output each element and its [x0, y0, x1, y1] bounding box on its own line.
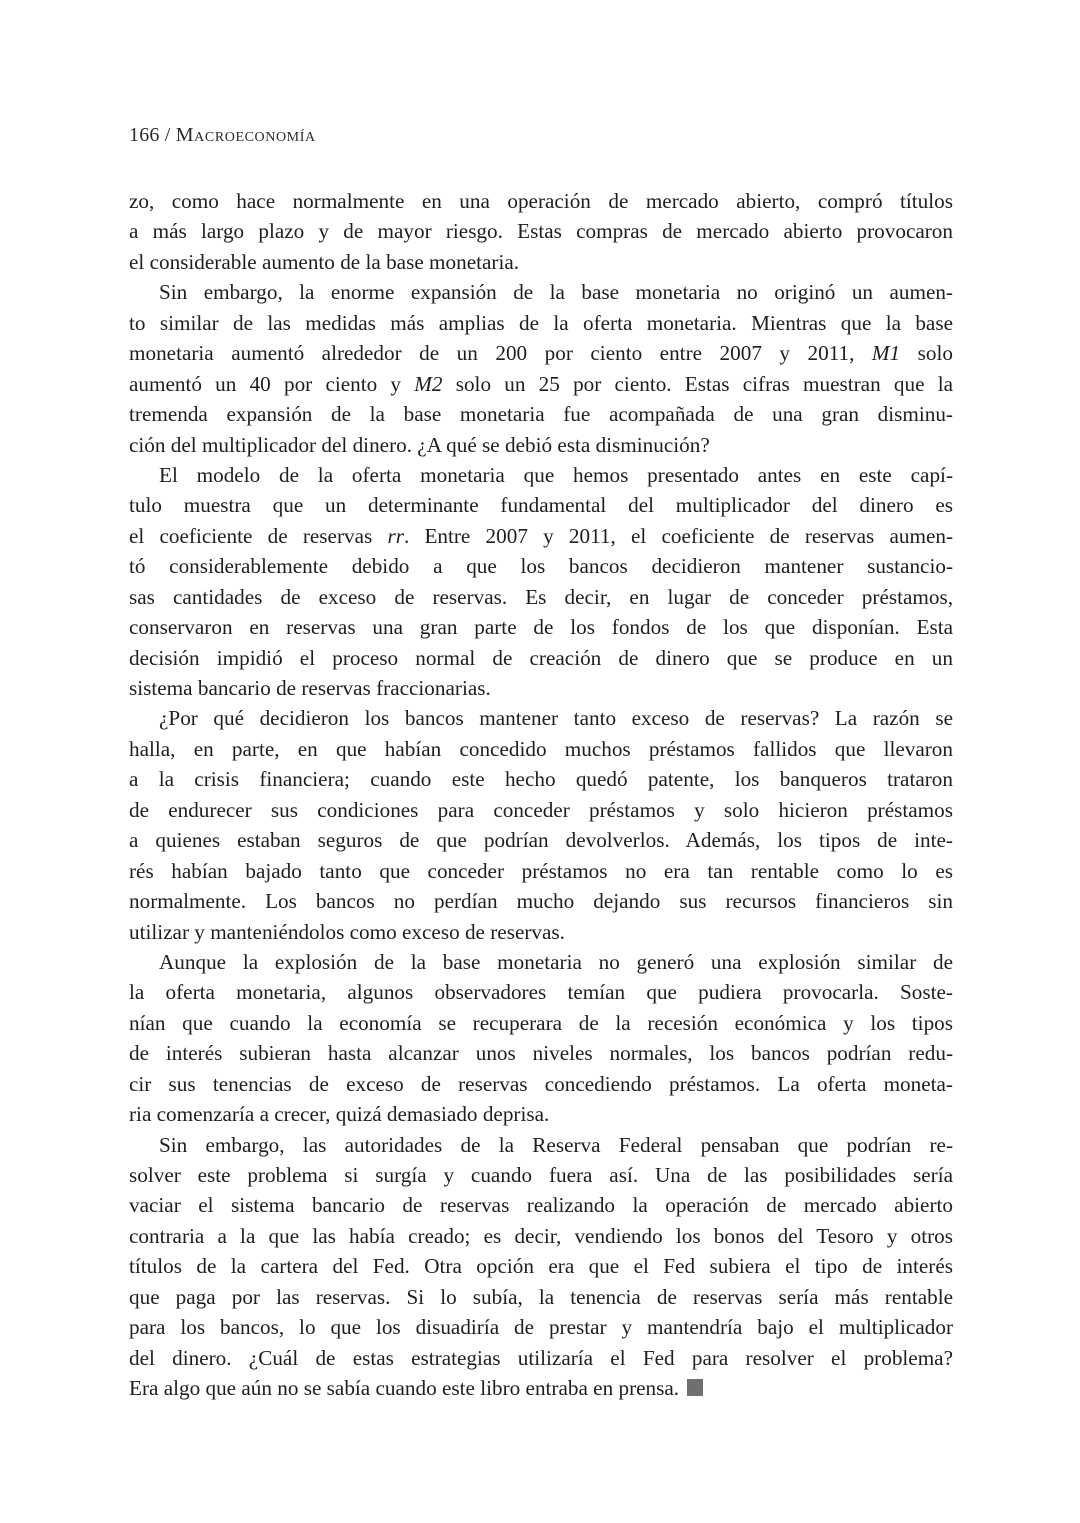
text-line: nían que cuando la economía se recuperara de la recesión económica y los tipos [129, 1010, 953, 1035]
paragraph [129, 1130, 953, 1404]
text-line: del dinero. ¿Cuál de estas estrategias utilizaría el Fed para resolver el problema? [129, 1345, 953, 1370]
text-line: decisión impidió el proceso normal de creación de dinero que se produce en un [129, 645, 953, 670]
text-line: títulos de la cartera del Fed. Otra opción era que el Fed subiera el tipo de interés [129, 1254, 953, 1279]
text-line: para los bancos, lo que los disuadiría de prestar y mantendría bajo el multiplicador [129, 1315, 953, 1340]
paragraph [129, 277, 953, 460]
text-line: tó considerablemente debido a que los bancos decidieron mantener sustancio- [129, 554, 953, 579]
text-line: tulo muestra que un determinante fundamental del multiplicador del dinero es [129, 493, 953, 518]
text-line: Sin embargo, la enorme expansión de la base monetaria no originó un aumen- [159, 280, 953, 305]
text-line: rés habían bajado tanto que conceder préstamos no era tan rentable como lo es [129, 858, 953, 883]
end-of-section-square-icon [687, 1379, 703, 1396]
text-line: utilizar y manteniéndolos como exceso de reservas. [129, 919, 565, 944]
text-line: conservaron en reservas una gran parte de los fondos de los que disponían. Esta [129, 615, 953, 640]
text-line: vaciar el sistema bancario de reservas realizando la operación de mercado abierto [129, 1193, 953, 1218]
paragraph [129, 460, 953, 704]
text-line: aumentó un 40 por ciento y M2 solo un 25 por ciento. Estas cifras muestran que la [129, 371, 954, 396]
text-line: sistema bancario de reservas fraccionarias. [129, 676, 491, 700]
text-line: halla, en parte, en que habían concedido muchos préstamos fallidos que llevaron [129, 736, 953, 761]
body-text [129, 186, 953, 1404]
text-line: Aunque la explosión de la base monetaria no generó una explosión similar de [159, 949, 953, 974]
text-line: Sin embargo, las autoridades de la Reserva Federal pensaban que podrían re- [159, 1132, 953, 1157]
text-line: to similar de las medidas más amplias de la oferta monetaria. Mientras que la base [129, 310, 953, 335]
text-line: ¿Por qué decidieron los bancos mantener tanto exceso de reservas? La razón se [159, 706, 953, 731]
running-head [129, 124, 316, 147]
text-line: contraria a la que las había creado; es decir, vendiendo los bonos del Tesoro y otros [129, 1223, 953, 1248]
text-line: El modelo de la oferta monetaria que hemos presentado antes en este capí- [159, 462, 953, 487]
italic-term: rr [387, 523, 404, 548]
text-line: cir sus tenencias de exceso de reservas concediendo préstamos. La oferta moneta- [129, 1071, 953, 1096]
text-line: monetaria aumentó alrededor de un 200 por ciento entre 2007 y 2011, M1 solo [129, 341, 953, 366]
paragraph [129, 186, 953, 277]
paragraph [129, 703, 953, 947]
text-line: la oferta monetaria, algunos observadores temían que pudiera provocarla. Soste- [129, 980, 953, 1005]
text-line: normalmente. Los bancos no perdían mucho dejando sus recursos financieros sin [129, 889, 953, 914]
text-line: de interés subieran hasta alcanzar unos niveles normales, los bancos podrían redu- [129, 1041, 953, 1066]
text-line: zo, como hace normalmente en una operación de mercado abierto, compró títulos [129, 189, 953, 213]
text-line: a más largo plazo y de mayor riesgo. Estas compras de mercado abierto provocaron [129, 219, 953, 244]
italic-term: M2 [414, 371, 443, 396]
text-line: que paga por las reservas. Si lo subía, la tenencia de reservas sería más rentable [129, 1284, 953, 1309]
text-line: el considerable aumento de la base monetaria. [129, 249, 520, 274]
text-line: tremenda expansión de la base monetaria fue acompañada de una gran disminu- [129, 402, 953, 427]
paragraph [129, 947, 953, 1130]
text-line: a la crisis financiera; cuando este hecho quedó patente, los banqueros trataron [129, 767, 953, 792]
text-line: ria comenzaría a crecer, quizá demasiado deprisa. [129, 1102, 550, 1127]
italic-term: M1 [871, 341, 901, 366]
header-separator: / [159, 124, 176, 146]
text-line: ción del multiplicador del dinero. ¿A qué se debió esta disminución? [129, 432, 710, 457]
text-line: solver este problema si surgía y cuando fuera así. Una de las posibilidades sería [129, 1163, 953, 1187]
text-line: a quienes estaban seguros de que podrían devolverlos. Además, los tipos de inte- [129, 828, 953, 853]
text-line: Era algo que aún no se sabía cuando este libro entraba en prensa. [129, 1373, 953, 1403]
text-line: de endurecer sus condiciones para conceder préstamos y solo hicieron préstamos [129, 797, 953, 822]
page-number: 166 [129, 124, 160, 146]
book-title: Macroeconomía [175, 124, 316, 146]
text-line: sas cantidades de exceso de reservas. Es decir, en lugar de conceder préstamos, [129, 584, 953, 609]
text-line: el coeficiente de reservas rr. Entre 2007 y 2011, el coeficiente de reservas aumen- [129, 523, 953, 548]
